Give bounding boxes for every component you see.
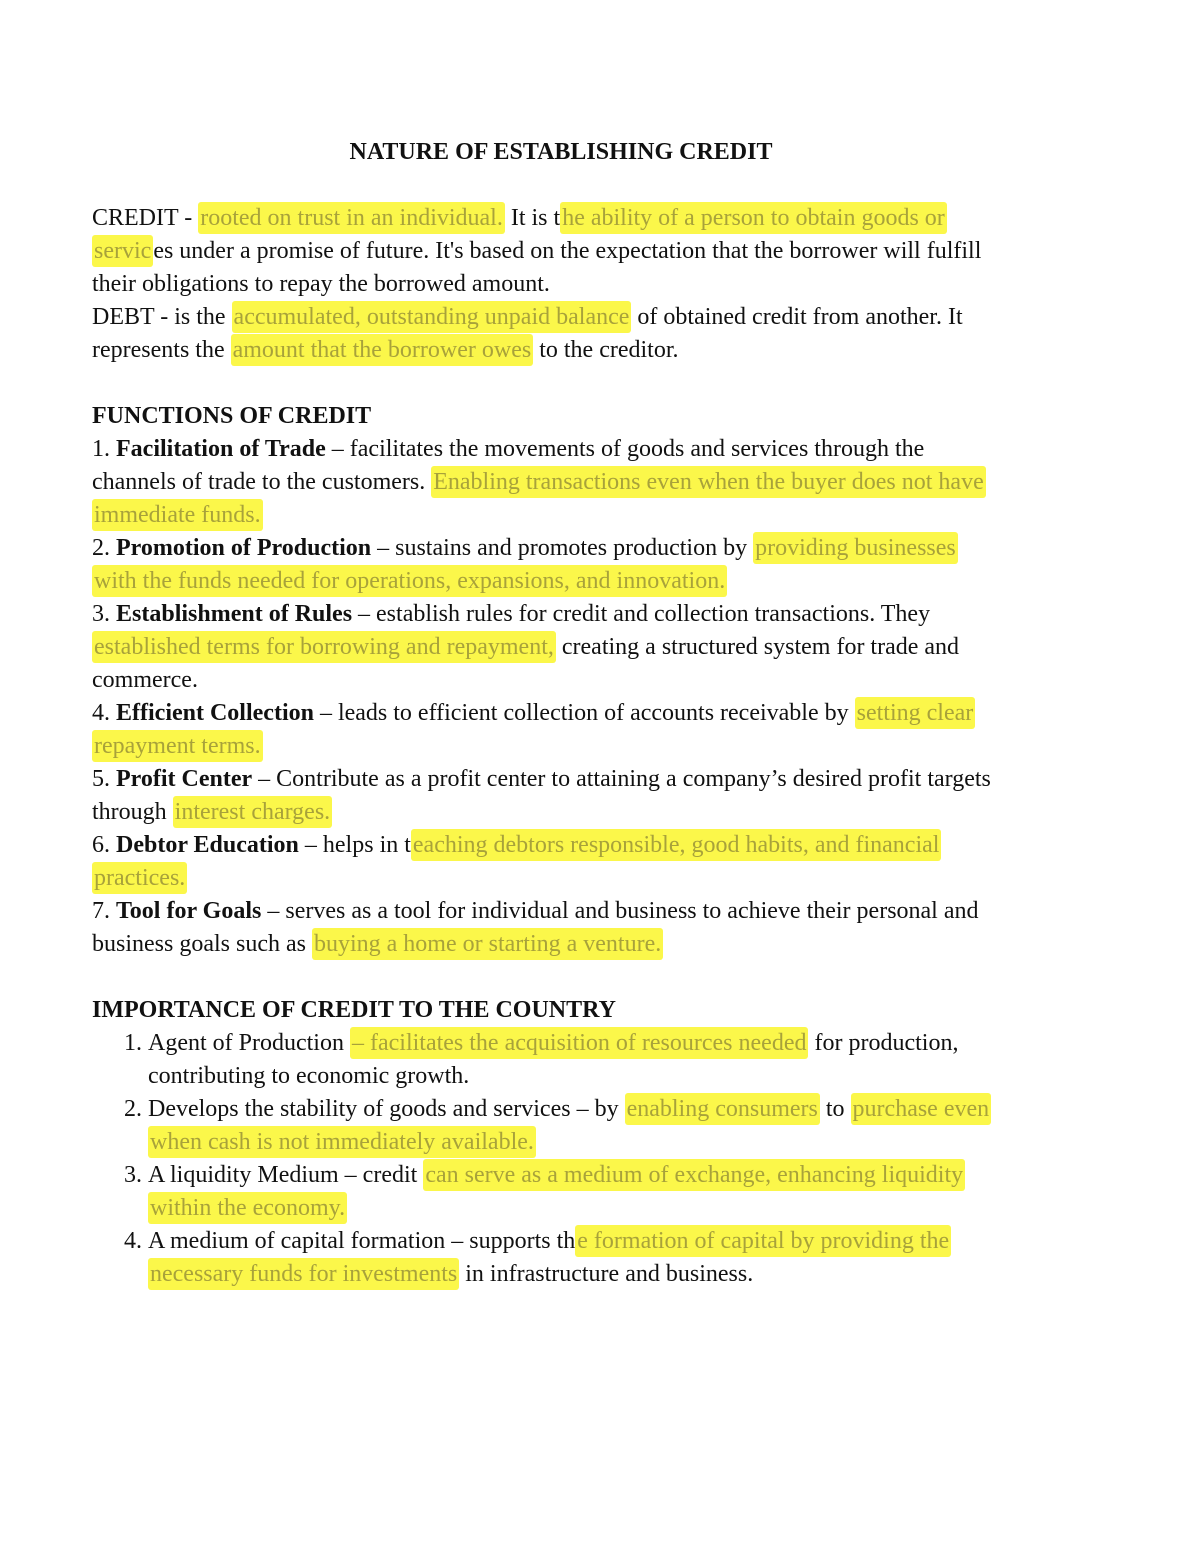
importance-text-after: in infrastructure and business. <box>459 1261 754 1287</box>
spacer <box>92 961 1000 994</box>
function-highlight: providing businesses with the funds needed for operations, expansions, and innovation. <box>92 532 958 597</box>
debt-text-2: to the creditor. <box>533 337 679 363</box>
credit-highlight-2: he ability of a person to obtain goods or servic <box>92 202 947 267</box>
function-item <box>92 895 1000 961</box>
function-name: Debtor Education <box>116 832 299 858</box>
function-name: Efficient Collection <box>116 700 314 726</box>
importance-text: A liquidity Medium – credit <box>148 1162 424 1188</box>
debt-highlight-1: accumulated, outstanding unpaid balance <box>232 301 632 333</box>
function-name: Profit Center <box>116 766 253 792</box>
function-name: Promotion of Production <box>116 535 372 561</box>
importance-item <box>148 1093 1000 1159</box>
debt-text-1: of obtained credit from another. It represents the <box>92 304 963 363</box>
importance-text: Develops the stability of goods and services – by <box>148 1096 625 1122</box>
debt-highlight-2: amount that the borrower owes <box>231 334 534 366</box>
credit-highlight-1: rooted on trust in an individual. <box>198 202 505 234</box>
function-text: – establish rules for credit and collection transactions. They <box>352 601 931 627</box>
function-highlight: interest charges. <box>173 796 333 828</box>
function-highlight: eaching debtors responsible, good habits, and financial practices. <box>92 829 941 894</box>
spacer <box>92 367 1000 400</box>
function-text: – sustains and promotes production by <box>371 535 754 561</box>
function-number: 3. <box>92 601 116 627</box>
importance-text: A medium of capital formation – supports th <box>148 1228 576 1254</box>
function-text: – Contribute as a profit center to attaining a company’s desired profit targets through <box>92 766 991 825</box>
importance-highlight: enabling consumers <box>625 1093 820 1125</box>
document-title: NATURE OF ESTABLISHING CREDIT <box>349 139 773 165</box>
function-text: – facilitates the movements of goods and services through the channels of trade to the customers. <box>92 436 925 495</box>
function-text-after: creating a structured system for trade and commerce. <box>92 634 960 693</box>
function-number: 7. <box>92 898 116 924</box>
credit-term: CREDIT - <box>92 205 199 231</box>
function-highlight: buying a home or starting a venture. <box>312 928 663 960</box>
importance-highlight: can serve as a medium of exchange, enhancing liquidity within the economy. <box>148 1159 965 1224</box>
function-item <box>92 433 1000 532</box>
debt-term: DEBT - is the <box>92 304 232 330</box>
function-text: – helps in t <box>298 832 411 858</box>
importance-text-after: for production, contributing to economic growth. <box>148 1030 959 1089</box>
importance-list <box>92 1027 1000 1291</box>
function-number: 2. <box>92 535 116 561</box>
function-number: 4. <box>92 700 116 726</box>
function-highlight: setting clear repayment terms. <box>92 697 975 762</box>
debt-definition <box>92 301 1000 367</box>
function-highlight: Enabling transactions even when the buyer does not have immediate funds. <box>92 466 986 531</box>
function-name: Facilitation of Trade <box>116 436 326 462</box>
function-item <box>92 697 1000 763</box>
function-number: 6. <box>92 832 116 858</box>
credit-definition <box>92 202 1000 301</box>
function-number: 5. <box>92 766 116 792</box>
function-text: – leads to efficient collection of accounts receivable by <box>313 700 855 726</box>
function-highlight: established terms for borrowing and repayment, <box>92 631 556 663</box>
function-item <box>92 598 1000 697</box>
credit-text-1: It is t <box>504 205 561 231</box>
importance-heading: IMPORTANCE OF CREDIT TO THE COUNTRY <box>92 997 616 1023</box>
importance-item <box>148 1225 1000 1291</box>
function-item <box>92 532 1000 598</box>
importance-item <box>148 1159 1000 1225</box>
importance-text: Agent of Production <box>148 1030 350 1056</box>
function-name: Tool for Goals <box>116 898 262 924</box>
function-name: Establishment of Rules <box>116 601 353 627</box>
function-number: 1. <box>92 436 116 462</box>
function-item <box>92 763 1000 829</box>
importance-item <box>148 1027 1000 1093</box>
credit-text-2: es under a promise of future. It's based on the expectation that the borrower will fulfill their obligations to repay the borrowed amount. <box>92 238 982 297</box>
importance-highlight: – facilitates the acquisition of resources needed <box>350 1027 809 1059</box>
importance-text-after: to <box>819 1096 851 1122</box>
function-item <box>92 829 1000 895</box>
importance-highlight: e formation of capital by providing the necessary funds for investments <box>148 1225 951 1290</box>
function-text: – serves as a tool for individual and business to achieve their personal and business goals such as <box>92 898 979 957</box>
functions-heading: FUNCTIONS OF CREDIT <box>92 403 372 429</box>
importance-highlight-2: purchase even when cash is not immediately available. <box>148 1093 991 1158</box>
